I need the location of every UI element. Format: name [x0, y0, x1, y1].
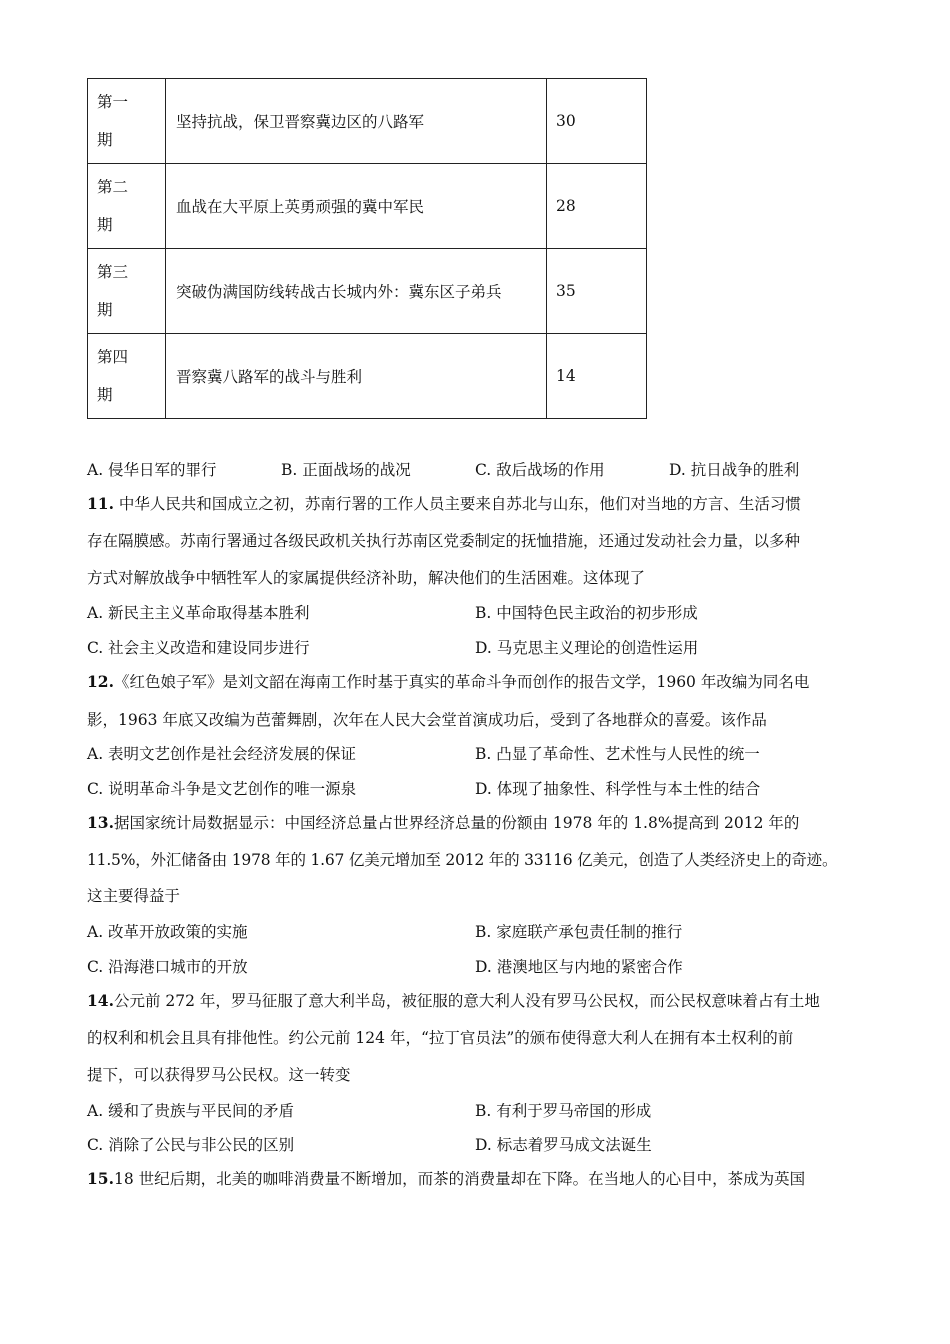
q12-option-b: B. 凸显了革命性、艺术性与人民性的统一: [475, 745, 760, 763]
period-suffix: 期: [97, 216, 113, 234]
period-label: 第二: [97, 178, 129, 196]
table-row: [88, 164, 647, 249]
q14-stem-line: 的权利和机会且具有排他性。约公元前 124 年，“拉丁官员法”的颁布使得意大利人在拥有本土权利的前: [87, 1029, 794, 1047]
q11-option-c: C. 社会主义改造和建设同步进行: [87, 639, 310, 657]
table-row: [88, 249, 647, 334]
q14-stem-line: [87, 989, 820, 1011]
table-row: [88, 334, 647, 419]
content-cell: 突破伪满国防线转战古长城内外：冀东区子弟兵: [166, 249, 547, 334]
period-label: 第一: [97, 93, 129, 111]
period-cell: [88, 164, 166, 249]
count-cell: 14: [547, 334, 647, 419]
q11-stem-line: [87, 492, 801, 514]
q14-option-b: B. 有利于罗马帝国的形成: [475, 1102, 652, 1120]
q12-option-a: A. 表明文艺创作是社会经济发展的保证: [87, 745, 357, 763]
q13-option-c: C. 沿海港口城市的开放: [87, 958, 248, 976]
q13-option-a: A. 改革开放政策的实施: [87, 923, 248, 941]
q11-option-b: B. 中国特色民主政治的初步形成: [475, 604, 698, 622]
question-number: 12.: [87, 672, 114, 691]
content-cell: 坚持抗战，保卫晋察冀边区的八路军: [166, 79, 547, 164]
question-number: 11.: [87, 494, 114, 513]
q10-option-a: A. 侵华日军的罪行: [87, 461, 217, 479]
q13-stem-line: 这主要得益于: [87, 887, 181, 905]
q10-option-d: D. 抗日战争的胜利: [669, 461, 800, 479]
q13-stem-line: [87, 811, 799, 833]
q11-stem-line: 方式对解放战争中牺牲军人的家属提供经济补助，解决他们的生活困难。这体现了: [87, 569, 646, 587]
period-cell: [88, 79, 166, 164]
count-cell: 30: [547, 79, 647, 164]
q14-stem-line: 提下，可以获得罗马公民权。这一转变: [87, 1066, 351, 1084]
count-cell: 35: [547, 249, 647, 334]
q10-option-c: C. 敌后战场的作用: [475, 461, 605, 479]
content-cell: 血战在大平原上英勇顽强的冀中军民: [166, 164, 547, 249]
q13-option-b: B. 家庭联产承包责任制的推行: [475, 923, 683, 941]
q11-option-d: D. 马克思主义理论的创造性运用: [475, 639, 699, 657]
q12-stem-line: [87, 670, 809, 692]
q13-text: 据国家统计局数据显示：中国经济总量占世界经济总量的份额由 1978 年的 1.8%提高到 2012 年的: [113, 814, 800, 832]
count-cell: 28: [547, 164, 647, 249]
q11-text: 中华人民共和国成立之初，苏南行署的工作人员主要来自苏北与山东，他们对当地的方言、生活习惯: [118, 495, 801, 513]
q11-option-a: A. 新民主主义革命取得基本胜利: [87, 604, 310, 622]
q11-stem-line: 存在隔膜感。苏南行署通过各级民政机关执行苏南区党委制定的抚恤措施，还通过发动社会力量，以多种: [87, 532, 801, 550]
q10-option-b: B. 正面战场的战况: [281, 461, 411, 479]
q13-stem-line: 11.5%，外汇储备由 1978 年的 1.67 亿美元增加至 2012 年的 33116 亿美元，创造了人类经济史上的奇迹。: [87, 851, 838, 869]
content-cell: 晋察冀八路军的战斗与胜利: [166, 334, 547, 419]
question-number: 13.: [87, 813, 114, 832]
question-number: 14.: [87, 991, 114, 1010]
period-suffix: 期: [97, 386, 113, 404]
period-label: 第四: [97, 348, 129, 366]
table-row: [88, 79, 647, 164]
q14-option-a: A. 缓和了贵族与平民间的矛盾: [87, 1102, 295, 1120]
q13-option-d: D. 港澳地区与内地的紧密合作: [475, 958, 683, 976]
q15-text: 18 世纪后期，北美的咖啡消费量不断增加，而茶的消费量却在下降。在当地人的心目中，茶成为英国: [113, 1170, 806, 1188]
q12-option-d: D. 体现了抽象性、科学性与本土性的结合: [475, 780, 761, 798]
question-number: 15.: [87, 1169, 114, 1188]
period-cell: [88, 249, 166, 334]
q14-option-c: C. 消除了公民与非公民的区别: [87, 1136, 295, 1154]
q15-stem-line: [87, 1167, 805, 1189]
period-suffix: 期: [97, 301, 113, 319]
q12-option-c: C. 说明革命斗争是文艺创作的唯一源泉: [87, 780, 357, 798]
period-suffix: 期: [97, 131, 113, 149]
q12-stem-line: 影，1963 年底又改编为芭蕾舞剧，次年在人民大会堂首演成功后，受到了各地群众的喜爱。该作品: [87, 711, 767, 729]
period-cell: [88, 334, 166, 419]
period-label: 第三: [97, 263, 129, 281]
q12-text: 《红色娘子军》是刘文韶在海南工作时基于真实的革命斗争而创作的报告文学，1960 年改编为同名电: [113, 673, 810, 691]
q14-option-d: D. 标志着罗马成文法诞生: [475, 1136, 652, 1154]
campaign-table: [87, 78, 647, 419]
q14-text: 公元前 272 年，罗马征服了意大利半岛，被征服的意大利人没有罗马公民权，而公民权意味着占有土地: [113, 992, 820, 1010]
